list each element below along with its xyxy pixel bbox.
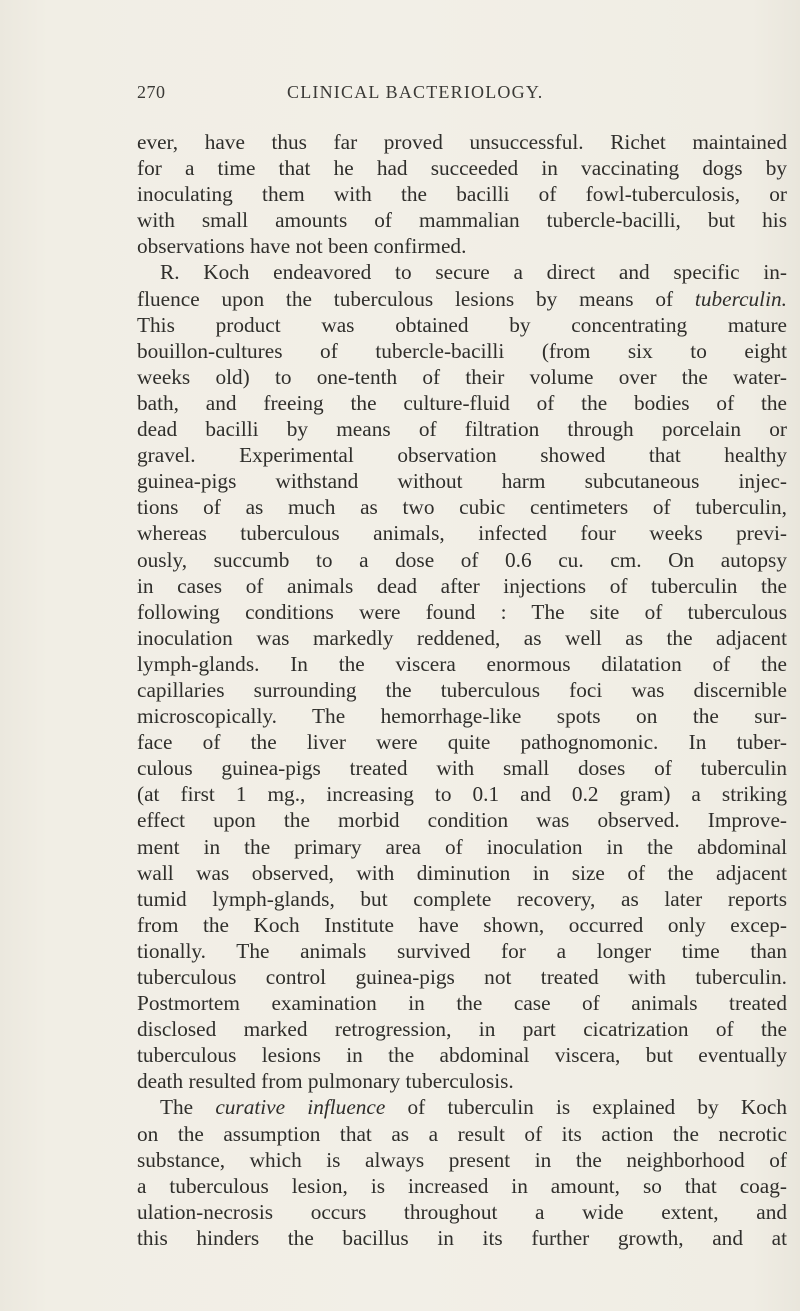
text-line: in cases of animals dead after injections of tuberculin the (137, 573, 787, 598)
text-line: a tuberculous lesion, is increased in amount, so that coag- (137, 1173, 787, 1198)
text-line: face of the liver were quite pathognomonic. In tuber- (137, 730, 787, 755)
text-line: weeks old) to one-tenth of their volume over the water- (137, 364, 787, 389)
text-line: inoculation was markedly reddened, as well as the adjacent (137, 625, 787, 650)
text-line: This product was obtained by concentrating mature (137, 312, 787, 337)
text-line: R. Koch endeavored to secure a direct and specific in- (160, 260, 787, 285)
text-line: disclosed marked retrogression, in part cicatrization of the (137, 1017, 787, 1042)
text-line: on the assumption that as a result of its action the necrotic (137, 1121, 787, 1146)
text-line: with small amounts of mammalian tubercle-bacilli, but his (137, 208, 787, 233)
text-line: tions of as much as two cubic centimeters of tuberculin, (137, 495, 787, 520)
text-line: inoculating them with the bacilli of fowl-tuberculosis, or (137, 182, 787, 207)
text-line: ever, have thus far proved unsuccessful. Richet maintained (137, 130, 787, 154)
text-line: (at first 1 mg., increasing to 0.1 and 0.2 gram) a striking (137, 782, 787, 807)
paragraph-1 (137, 129, 787, 259)
text-fragment: The (160, 1095, 216, 1120)
text-line: effect upon the morbid condition was observed. Improve- (137, 808, 787, 833)
text-line: lymph-glands. In the viscera enormous dilatation of the (137, 651, 787, 676)
paragraph-3 (137, 1094, 787, 1251)
italic-term-curative-influence: curative influence (215, 1095, 386, 1120)
text-line: microscopically. The hemorrhage-like spots on the sur- (137, 704, 787, 729)
text-line: tuberculous lesions in the abdominal viscera, but eventually (137, 1043, 787, 1068)
text-line: substance, which is always present in the neighborhood of (137, 1147, 787, 1172)
text-line: Postmortem examination in the case of animals treated (137, 991, 787, 1016)
text-line-with-italic (137, 286, 787, 312)
text-line: for a time that he had succeeded in vaccinating dogs by (137, 156, 787, 181)
text-line: bouillon-cultures of tubercle-bacilli (from six to eight (137, 338, 787, 363)
text-fragment: fluence upon the tuberculous lesions by means of (137, 286, 695, 311)
text-line: death resulted from pulmonary tuberculosis. (137, 1069, 514, 1094)
text-line: tionally. The animals survived for a longer time than (137, 938, 787, 963)
text-line: from the Koch Institute have shown, occurred only excep- (137, 912, 787, 937)
text-line: ment in the primary area of inoculation in the abdominal (137, 834, 787, 859)
text-line: observations have not been confirmed. (137, 234, 467, 259)
text-line-with-italic (137, 1094, 787, 1120)
text-line: gravel. Experimental observation showed that healthy (137, 443, 787, 468)
text-line: tuberculous control guinea-pigs not treated with tuberculin. (137, 965, 787, 989)
text-line: culous guinea-pigs treated with small doses of tuberculin (137, 756, 787, 781)
italic-term-tuberculin: tuberculin. (694, 286, 787, 311)
text-line: ulation-necrosis occurs throughout a wide extent, and (137, 1199, 787, 1224)
running-title: CLINICAL BACTERIOLOGY. (287, 82, 544, 102)
text-line: guinea-pigs withstand without harm subcutaneous injec- (137, 469, 787, 494)
body-text (137, 129, 787, 1251)
text-line: wall was observed, with diminution in size of the adjacent (137, 860, 787, 885)
text-line: dead bacilli by means of filtration through porcelain or (137, 417, 787, 442)
text-line: bath, and freeing the culture-fluid of the bodies of the (137, 390, 787, 415)
text-line: ously, succumb to a dose of 0.6 cu. cm. On autopsy (137, 547, 787, 572)
text-fragment: of tuberculin is explained by Koch (385, 1095, 787, 1120)
running-head (137, 82, 777, 106)
text-line: capillaries surrounding the tuberculous foci was discernible (137, 677, 787, 702)
text-line: following conditions were found : The site of tuberculous (137, 599, 787, 624)
paragraph-2 (137, 259, 787, 1094)
text-line: this hinders the bacillus in its further growth, and at (137, 1225, 787, 1250)
page-number: 270 (137, 82, 166, 102)
text-line: tumid lymph-glands, but complete recovery, as later reports (137, 886, 787, 911)
text-line: whereas tuberculous animals, infected four weeks previ- (137, 521, 787, 546)
